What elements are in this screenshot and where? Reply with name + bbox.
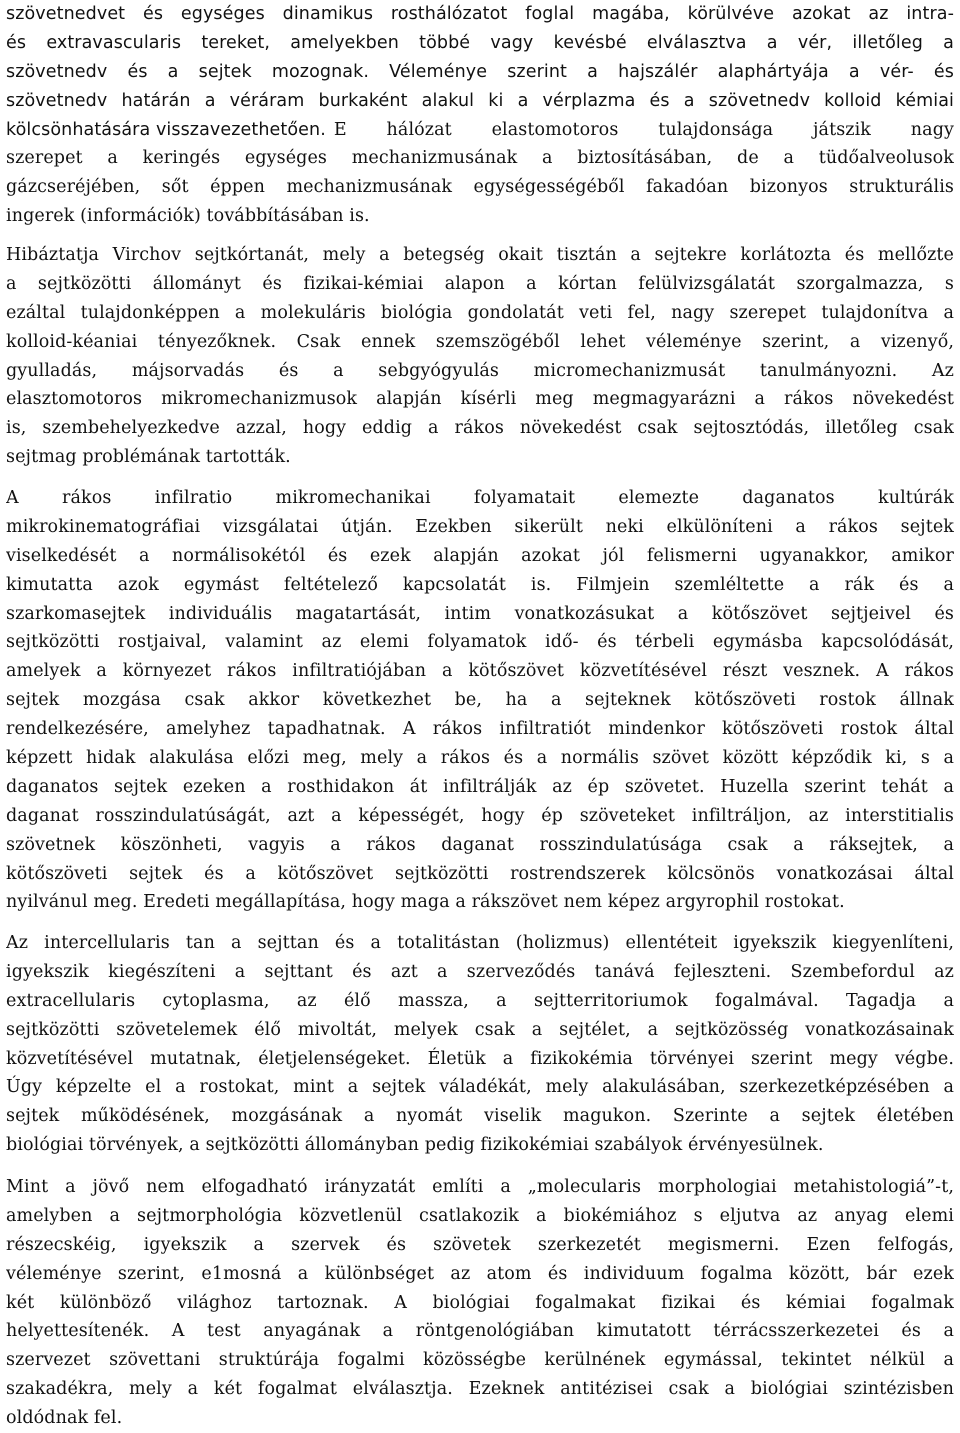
text-line: kötőszöveti sejtek és a kötőszövet sejtközötti rostrendszerek kölcsönös vonatkozásai által [6, 863, 954, 884]
text-line: szövetnek köszönheti, vagyis a rákos daganat rosszindulatúsága csak a ráksejtek, a [6, 834, 954, 855]
text-line: szarkomasejtek individuális magatartását, intim vonatkozásukat a kötőszövet sejtjeivel és [6, 603, 954, 624]
text-line: kolloid-kéaniai tényezőknek. Csak ennek szemszögéből lehet véleménye szerint, a vizenyő, [6, 331, 954, 352]
text-line: is, szembehelyezkedve azzal, hogy eddig a rákos növekedést csak sejtosztódás, illetőleg csak [6, 418, 954, 439]
text-line: szövetnedvet és egységes dinamikus rosthálózatot foglal magába, körülvéve azokat az intra- [6, 4, 954, 24]
text-line: igyekszik kiegészíteni a sejttant és azt a szerveződés tanává fejleszteni. Szembefordul az [6, 961, 954, 982]
text-line: sejtmag problémának tartották. [6, 447, 291, 468]
text-line: Az intercellularis tan a sejttan és a totalitástan (holizmus) ellentéteit igyekszik kiegyenlíteni, [6, 933, 954, 953]
text-line: sejtközötti rostjaival, valamint az elemi folyamatok idő- és térbeli egymásba kapcsolódását, [6, 632, 954, 653]
text-line: két különböző világhoz tartoznak. A biológiai fogalmakat fizikai és kémiai fogalmak [6, 1292, 954, 1313]
text-line: nyilvánul meg. Eredeti megállapítása, hogy maga a rákszövet nem képez argyrophil rostokat. [6, 892, 845, 913]
text-line: sejtközötti szövetelemek élő mivoltát, melyek csak a sejtélet, a sejtközösség vonatkozásainak [6, 1019, 954, 1040]
text-line: a sejtközötti állományt és fizikai-kémiai alapon a kórtan felülvizsgálatát szorgalmazza, s [6, 273, 954, 294]
text-line: sejtek mozgása csak akkor következhet be, ha a sejteknek kötőszöveti rostok állnak [6, 690, 954, 711]
text-line: amelyek a környezet rákos infiltratiójában a kötőszövet közvetítésével részt vesznek. A rákos [6, 661, 954, 682]
text-line: biológiai törvények, a sejtközötti állományban pedig fizikokémiai szabályok érvényesülnek. [6, 1135, 824, 1156]
paragraph-2 [6, 241, 954, 472]
text-line: viselkedését a normálisokétól és ezek alapján azokat jól felismerni ugyanakkor, amikor [6, 545, 954, 566]
text-line: A rákos infilratio mikromechanikai folyamatait elemezte daganatos kultúrák [6, 488, 954, 508]
paragraph-1 [6, 0, 954, 231]
text-line: extracellularis cytoplasma, az élő massza, a sejtterritoriumok fogalmával. Tagadja a [6, 990, 954, 1011]
text-line: oldódnak fel. [6, 1408, 123, 1429]
text-line: szakadékra, mely a két fogalmat elválasztja. Ezeknek antitézisei csak a biológiai szintézisben [6, 1379, 954, 1400]
text-line: ezáltal tulajdonképpen a molekuláris biológia gondolatát veti fel, nagy szerepet tulajdonítva a [6, 302, 954, 323]
text-line: szövetnedv és a sejtek mozognak. Véleménye szerint a hajszálér alaphártyája a vér- és [6, 61, 954, 82]
text-line: gyulladás, májsorvadás és a sebgyógyulás micromechanizmusát tanulmányozni. Az [6, 360, 954, 381]
text-line [6, 116, 954, 145]
text-line: mikrokinematográfiai vizsgálatai útján. Ezekben sikerült neki elkülöníteni a rákos sejtek [6, 516, 954, 537]
text-line: szervezet szövettani struktúrája fogalmi közösségbe kerülnének egymással, tekintet nélkül a [6, 1350, 954, 1371]
text-line: kimutatta azok egymást feltételező kapcsolatát is. Filmjein szemléltette a rák és a [6, 574, 954, 595]
text-line: sejtek működésének, mozgásának a nyomát viselik magukon. Szerinte a sejtek életében [6, 1106, 954, 1127]
text-segment: kölcsönhatására visszavezethetően. [6, 119, 326, 140]
paragraph-3 [6, 484, 954, 917]
text-line: amelyben a sejtmorphológia közvetlenül csatlakozik a biokémiához s eljutva az anyag elemi [6, 1205, 954, 1226]
paragraph-5 [6, 1173, 954, 1433]
text-line: elasztomotoros mikromechanizmusok alapján kísérli meg megmagyarázni a rákos növekedést [6, 389, 954, 410]
text-line: szerepet a keringés egységes mechanizmusának a biztosításában, de a tüdőalveolusok [6, 148, 954, 169]
text-line: képzett hidak alakulása előzi meg, mely a rákos és a normális szövet között képződik ki, s a [6, 748, 954, 769]
text-line: Úgy képzelte el a rostokat, mint a sejtek váladékát, mely alakulásában, szerkezetképzésében a [6, 1077, 954, 1098]
text-segment: E hálózat elastomotoros tulajdonsága játszik nagy [333, 119, 954, 140]
text-line: daganatos sejtek ezeken a rosthidakon át infiltrálják az ép szövetet. Huzella szerint tehát a [6, 776, 954, 797]
text-line: helyettesítenék. A test anyagának a röntgenológiában kimutatott térrácsszerkezetei és a [6, 1321, 954, 1342]
text-line: Hibáztatja Virchov sejtkórtanát, mely a betegség okait tisztán a sejtekre korlátozta és mellőzte [6, 245, 954, 265]
text-line: rendelkezésére, amelyhez tapadhatnak. A rákos infiltratiót mindenkor kötőszöveti rostok által [6, 719, 954, 740]
text-line: véleménye szerint, e1mosná a különbséget az atom és individuum fogalma között, bár ezek [6, 1263, 954, 1284]
text-line: gázcseréjében, sőt éppen mechanizmusának egységességéből fakadóan bizonyos strukturális [6, 177, 954, 198]
text-line: közvetítésével mutatnak, életjelenségeket. Életük a fizikokémia törvényei szerint megy végbe. [6, 1048, 954, 1069]
paragraph-4 [6, 929, 954, 1160]
text-line: részecskéig, igyekszik a szervek és szövetek szerkezetét megismerni. Ezen felfogás, [6, 1234, 954, 1255]
text-line: ingerek (információk) továbbításában is. [6, 206, 370, 227]
text-line: Mint a jövő nem elfogadható irányzatát említi a „molecularis morphologiai metahistologiá”-t, [6, 1177, 954, 1197]
text-line: szövetnedv határán a véráram burkaként alakul ki a vérplazma és a szövetnedv kolloid kémiai [6, 90, 954, 111]
text-line: daganat rosszindulatúságát, azt a képességét, hogy ép szöveteket infiltráljon, az interstitialis [6, 805, 954, 826]
text-line: és extravascularis tereket, amelyekben többé vagy kevésbé elválasztva a vér, illetőleg a [6, 32, 954, 53]
